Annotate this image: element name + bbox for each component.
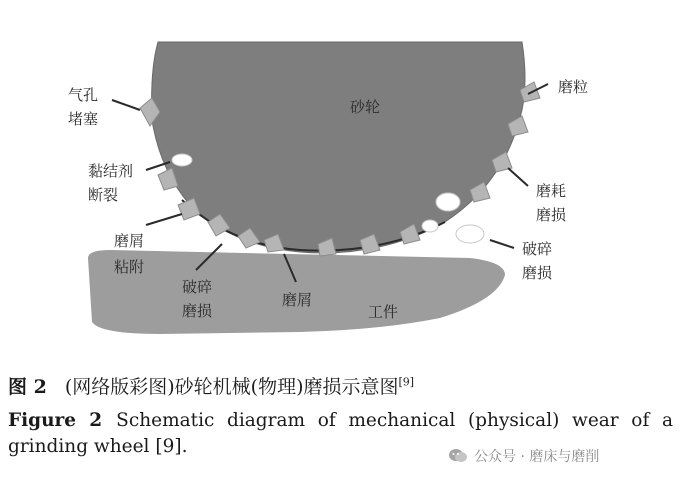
label-grain: 磨粒 (558, 78, 589, 96)
label-bond-fracture-2: 断裂 (88, 186, 119, 204)
caption-en-fig: Figure 2 (8, 410, 103, 431)
caption-cn-text: (网络版彩图)砂轮机械(物理)磨损示意图 (64, 376, 399, 398)
label-chip: 磨屑 (282, 291, 313, 309)
label-bond-fracture-1: 黏结剂 (88, 162, 134, 180)
wheel-label: 砂轮 (350, 98, 381, 116)
watermark-text: 公众号 · 磨床与磨削 (474, 449, 600, 465)
caption-cn-fig: 图 2 (8, 376, 47, 398)
label-fracture-right-1: 破碎 (522, 240, 553, 258)
wechat-icon (448, 448, 468, 464)
caption-cn (8, 372, 414, 399)
label-attrition-2: 磨损 (536, 206, 567, 224)
label-pore-clog-2: 堵塞 (68, 110, 99, 128)
label-attrition-1: 磨耗 (536, 182, 567, 200)
label-fracture-bottom-1: 破碎 (182, 278, 213, 296)
watermark (448, 446, 599, 466)
label-fracture-bottom-2: 磨损 (182, 302, 213, 320)
label-chip-adhesion-1: 磨屑 (114, 232, 145, 250)
caption-en-text: Schematic diagram of mechanical (physical) wear of a grinding wheel [9]. (8, 410, 673, 457)
label-chip-adhesion-2: 粘附 (114, 258, 145, 276)
label-fracture-right-2: 磨损 (522, 264, 553, 282)
label-pore-clog-1: 气孔 (68, 86, 99, 104)
workpiece-label: 工件 (368, 303, 399, 321)
caption-cn-ref: [9] (398, 375, 415, 389)
